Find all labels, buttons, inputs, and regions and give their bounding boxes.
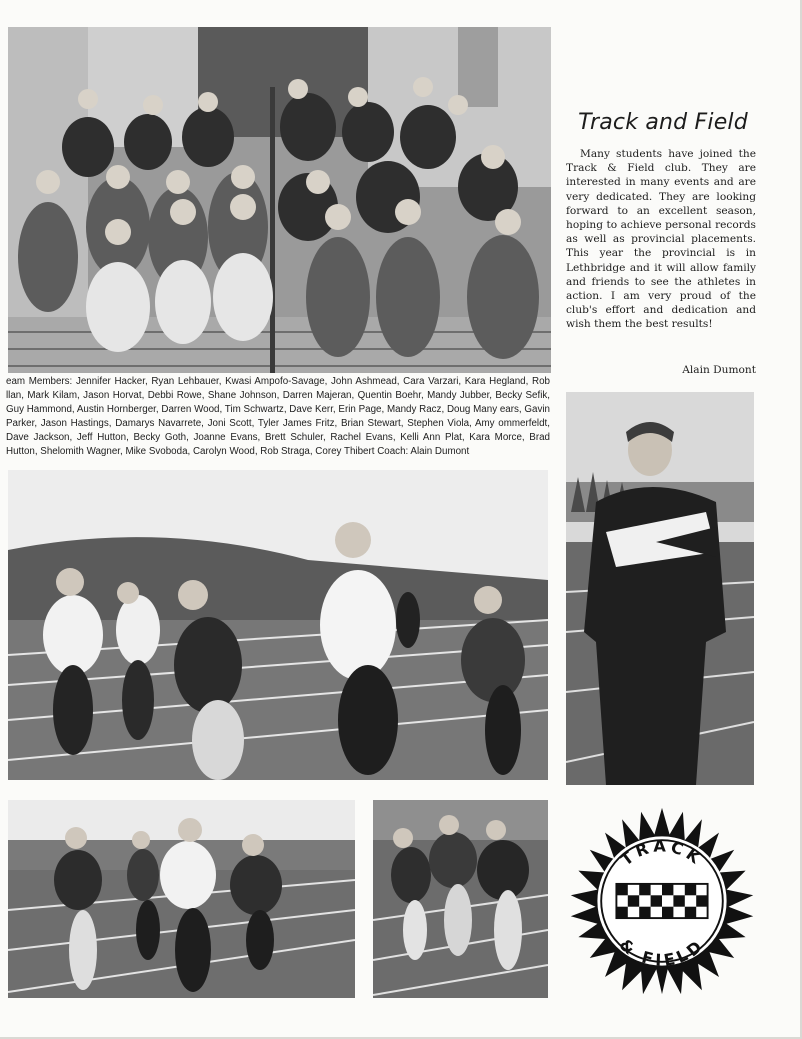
team-roster-caption: eam Members: Jennifer Hacker, Ryan Lehbauer, Kwasi Ampofo-Savage, John Ashmead, Cara Varzari, Kara Hegland, Rob llan, Mark Kilam, Jason Horvat, Debbi Rowe, Shane Johnson, Darren Majeran, Quentin Boehr, Mandy Jubber, Becky Sefik, Guy Hammond, Austin Hornberger, Darren Wood, Tim Schwartz, Dave Kerr, Erin Page, Mandy Racz, Doug Many ears, Gavin Parker, Jason Hastings, Damarys Navarrete, Joni Scott, Tyler James Fritz, Brian Stewart, Stephen Viola, Amy ommerfeldt, Dave Jackson, Jeff Hutton, Becky Goth, Joanne Evans, Brett Schuler, Rachel Evans, Kelli Ann Plat, Kara Morce, Brad Hutton, Shelomith Wagner, Mike Svoboda, Carolyn Wood, Rob Straga, Corey Thibert Coach: Alain Dumont bbox=[6, 376, 550, 457]
article-title: Track and Field bbox=[578, 110, 748, 135]
article-author: Alain Dumont bbox=[682, 364, 756, 376]
logo-bottom-text: & FIELD bbox=[615, 934, 709, 970]
runners-track-photo bbox=[8, 470, 548, 780]
coach-photo bbox=[566, 392, 754, 785]
runners-group-photo bbox=[8, 800, 355, 998]
track-and-field-logo bbox=[567, 806, 757, 996]
article-body: Many students have joined the Track & Field club. They are interested in many events and are very dedicated. They are looking forward to an excellent season, hoping to achieve personal records as well as provincial placements. This year the provincial is in Lethbridge and it will allow family and friends to see the athletes in action. I am very proud of the club's effort and dedication and wish them the best results! bbox=[566, 148, 756, 331]
checkered-flag-icon bbox=[616, 884, 707, 918]
runners-trio-photo bbox=[373, 800, 548, 998]
team-group-photo bbox=[8, 27, 551, 373]
logo-top-text: TRACK bbox=[616, 836, 707, 870]
